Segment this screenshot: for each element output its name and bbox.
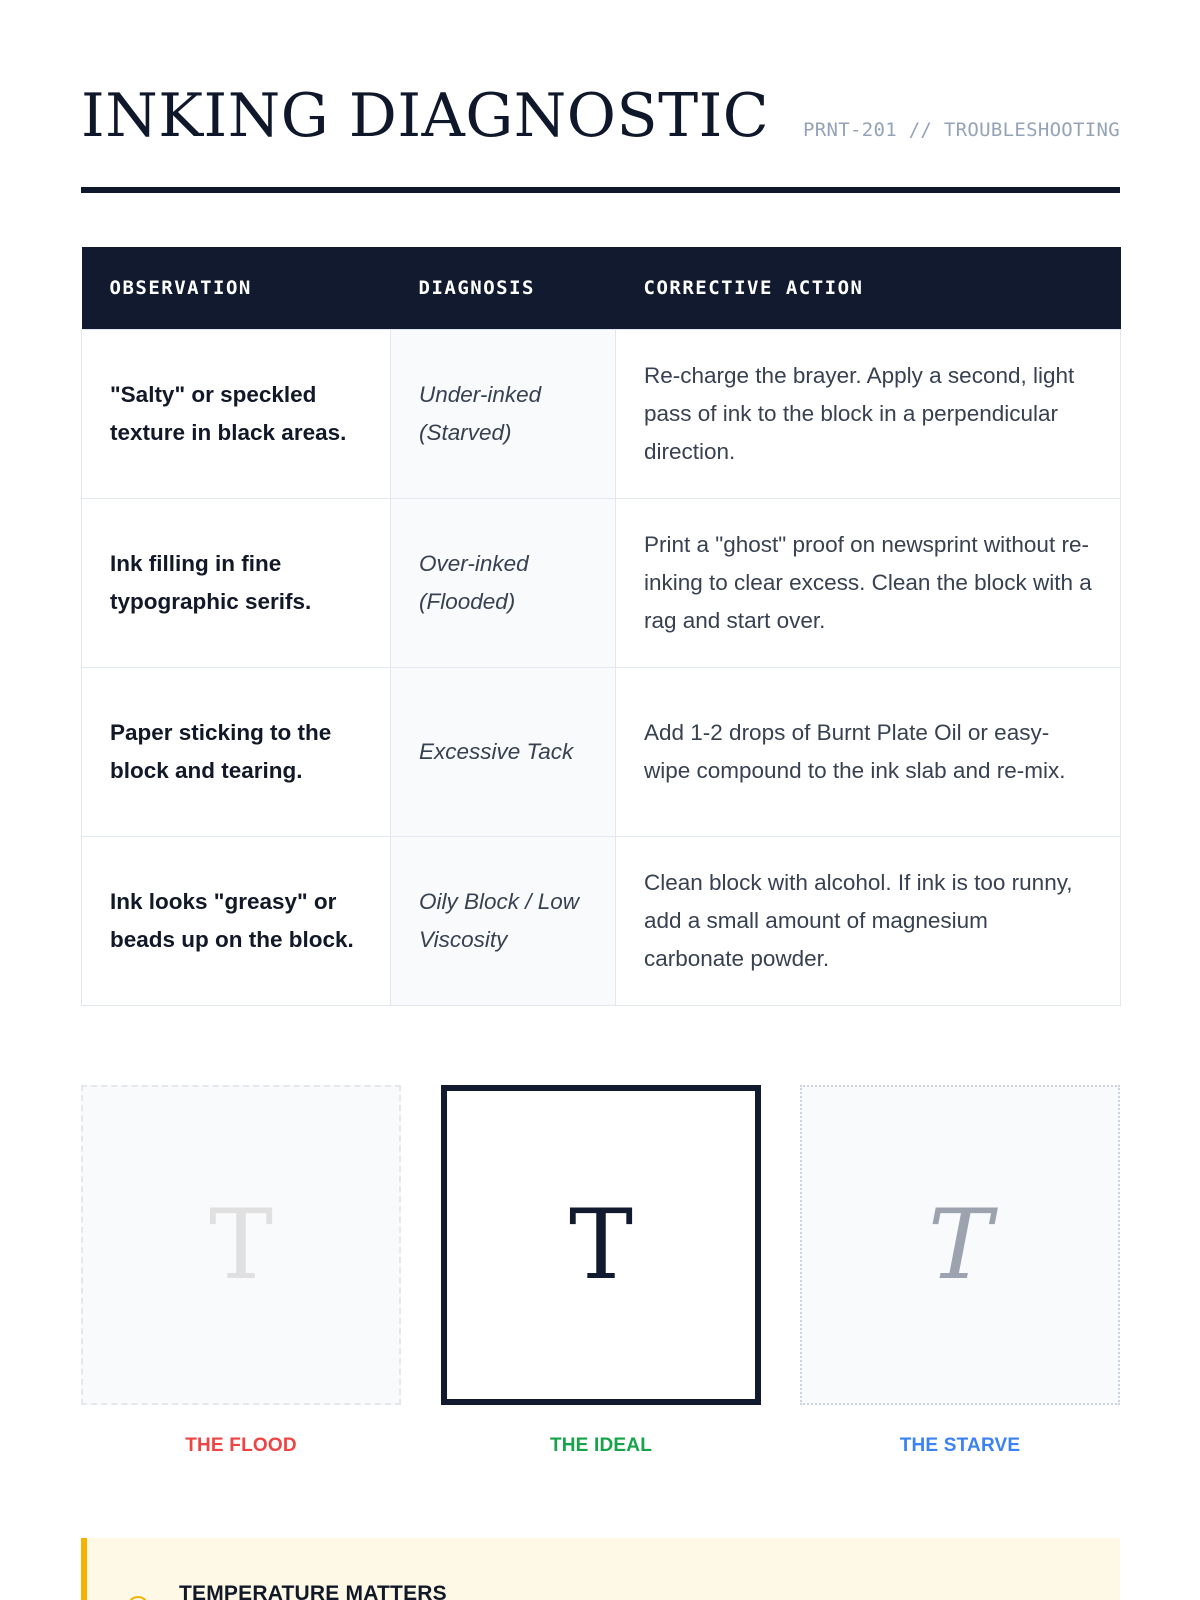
- table-row: [82, 498, 1121, 667]
- observation-cell: Paper sticking to the block and tearing.: [82, 667, 391, 836]
- print-samples: [81, 1085, 1120, 1465]
- corrective-action-cell: Add 1-2 drops of Burnt Plate Oil or easy-wipe compound to the ink slab and re-mix.: [616, 667, 1121, 836]
- column-header-corrective-action: CORRECTIVE ACTION: [616, 247, 1121, 329]
- sample-label-flood: THE FLOOD: [185, 1435, 297, 1456]
- temperature-note: [81, 1538, 1120, 1600]
- sample-ideal: [441, 1085, 761, 1457]
- header: [81, 0, 1120, 194]
- flood-specimen: T: [81, 1085, 401, 1405]
- observation-cell: Ink filling in fine typographic serifs.: [82, 498, 391, 667]
- column-header-observation: OBSERVATION: [82, 247, 391, 329]
- diagnosis-cell: Excessive Tack: [391, 667, 616, 836]
- page-title: INKING DIAGNOSTIC: [81, 81, 770, 151]
- diagnosis-cell: Over-inked (Flooded): [391, 498, 616, 667]
- ideal-specimen: T: [441, 1085, 761, 1405]
- sample-flood: [81, 1085, 401, 1457]
- table-row: [82, 836, 1121, 1005]
- observation-cell: Ink looks "greasy" or beads up on the block.: [82, 836, 391, 1005]
- diagnostic-table: [81, 247, 1121, 1006]
- observation-cell: "Salty" or speckled texture in black areas.: [82, 329, 391, 498]
- sample-label-starve: THE STARVE: [899, 1435, 1021, 1456]
- table-row: [82, 667, 1121, 836]
- corrective-action-cell: Print a "ghost" proof on newsprint without re-inking to clear excess. Clean the block with a rag and start over.: [616, 498, 1121, 667]
- sample-starve: [800, 1085, 1120, 1457]
- table-header-row: [82, 247, 1121, 329]
- inking-diagnostic-page: [81, 0, 1120, 1600]
- table-row: [82, 329, 1121, 498]
- diagnosis-cell: Under-inked (Starved): [391, 329, 616, 498]
- header-divider: [81, 187, 1120, 193]
- sample-label-ideal: THE IDEAL: [549, 1435, 653, 1456]
- course-tag: PRNT-201 // TROUBLESHOOTING: [803, 119, 1120, 141]
- corrective-action-cell: Re-charge the brayer. Apply a second, light pass of ink to the block in a perpendicular direction.: [616, 329, 1121, 498]
- diagnosis-cell: Oily Block / Low Viscosity: [391, 836, 616, 1005]
- corrective-action-cell: Clean block with alcohol. If ink is too runny, add a small amount of magnesium carbonate powder.: [616, 836, 1121, 1005]
- note-title: TEMPERATURE MATTERS: [179, 1582, 447, 1600]
- column-header-diagnosis: DIAGNOSIS: [391, 247, 616, 329]
- starve-specimen: T: [800, 1085, 1120, 1405]
- info-icon: [127, 1596, 149, 1600]
